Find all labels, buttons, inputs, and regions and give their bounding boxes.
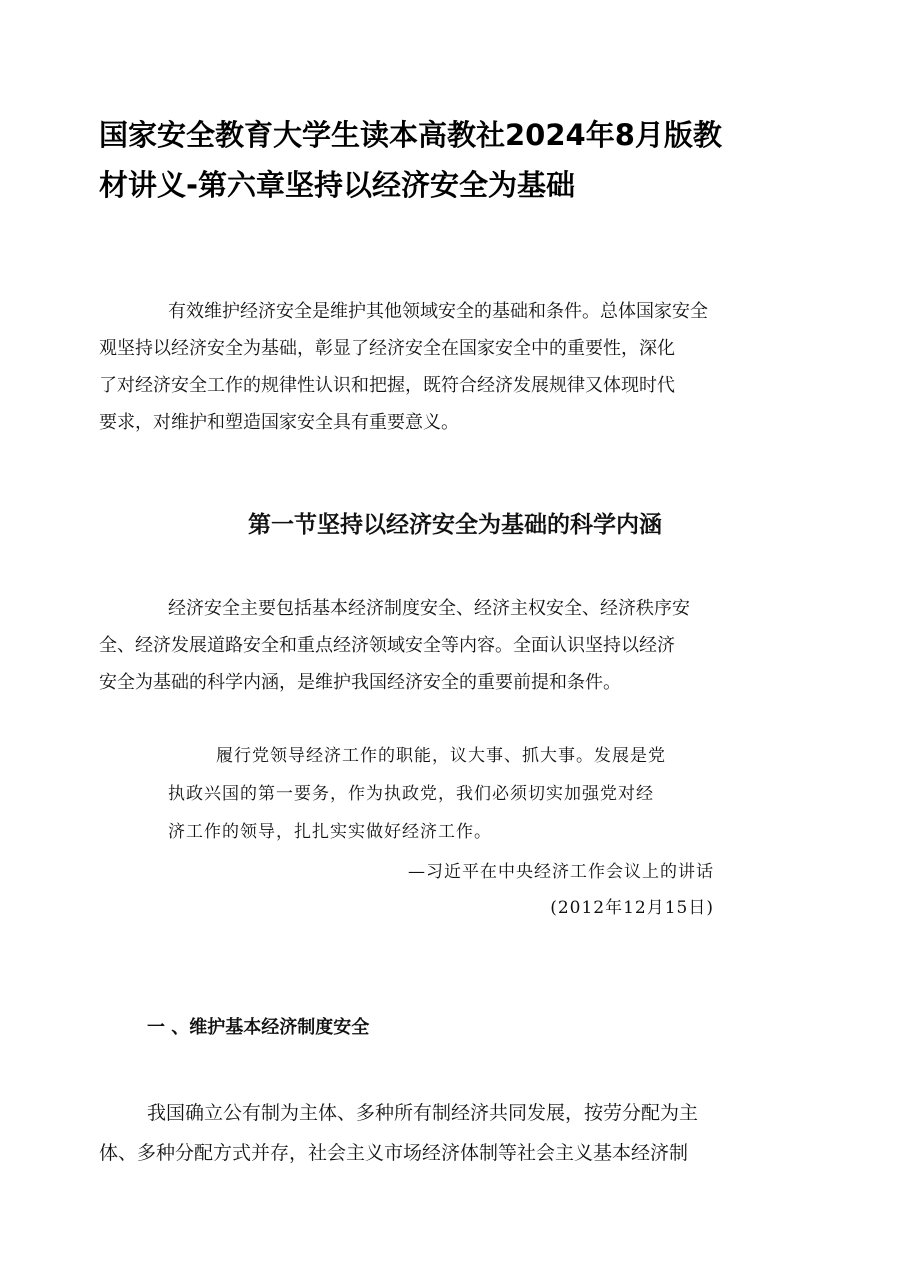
quote-line: 济工作的领导，扎扎实实做好经济工作。	[168, 822, 492, 842]
paragraph-line: 了对经济安全工作的规律性认识和把握，既符合经济发展规律又体现时代	[99, 375, 675, 396]
paragraph-line: 体、多种分配方式并存，社会主义市场经济体制等社会主义基本经济制	[99, 1142, 689, 1164]
document-title	[99, 110, 799, 210]
quote-block	[168, 737, 716, 851]
quote-date: (2012年12月15日)	[550, 898, 714, 918]
body-paragraph	[99, 1093, 698, 1173]
paragraph-line: 安全为基础的科学内涵，是维护我国经济安全的重要前提和条件。	[99, 672, 621, 693]
section-heading: 第一节坚持以经济安全为基础的科学内涵	[248, 511, 662, 538]
paragraph-line: 有效维护经济安全是维护其他领域安全的基础和条件。总体国家安全	[168, 301, 708, 322]
paragraph-line: 观坚持以经济安全为基础，彰显了经济安全在国家安全中的重要性，深化	[99, 338, 675, 359]
intro-paragraph	[99, 293, 708, 441]
quote-line: 执政兴国的第一要务，作为执政党，我们必须切实加强党对经	[168, 784, 654, 804]
section-intro-paragraph	[99, 590, 690, 701]
paragraph-line: 要求，对维护和塑造国家安全具有重要意义。	[99, 412, 459, 433]
quote-source: —习近平在中央经济工作会议上的讲话	[408, 862, 714, 882]
paragraph-line: 我国确立公有制为主体、多种所有制经济共同发展，按劳分配为主	[147, 1102, 699, 1124]
quote-line: 履行党领导经济工作的职能，议大事、抓大事。发展是党	[216, 746, 666, 766]
paragraph-line: 经济安全主要包括基本经济制度安全、经济主权安全、经济秩序安	[168, 598, 690, 619]
sub-heading: 一 、维护基本经济制度安全	[147, 1017, 370, 1038]
paragraph-line: 全、经济发展道路安全和重点经济领域安全等内容。全面认识坚持以经济	[99, 635, 675, 656]
title-line: 国家安全教育大学生读本高教社2024年8月版教	[99, 118, 722, 152]
title-line: 材讲义-第六章坚持以经济安全为基础	[99, 168, 576, 202]
